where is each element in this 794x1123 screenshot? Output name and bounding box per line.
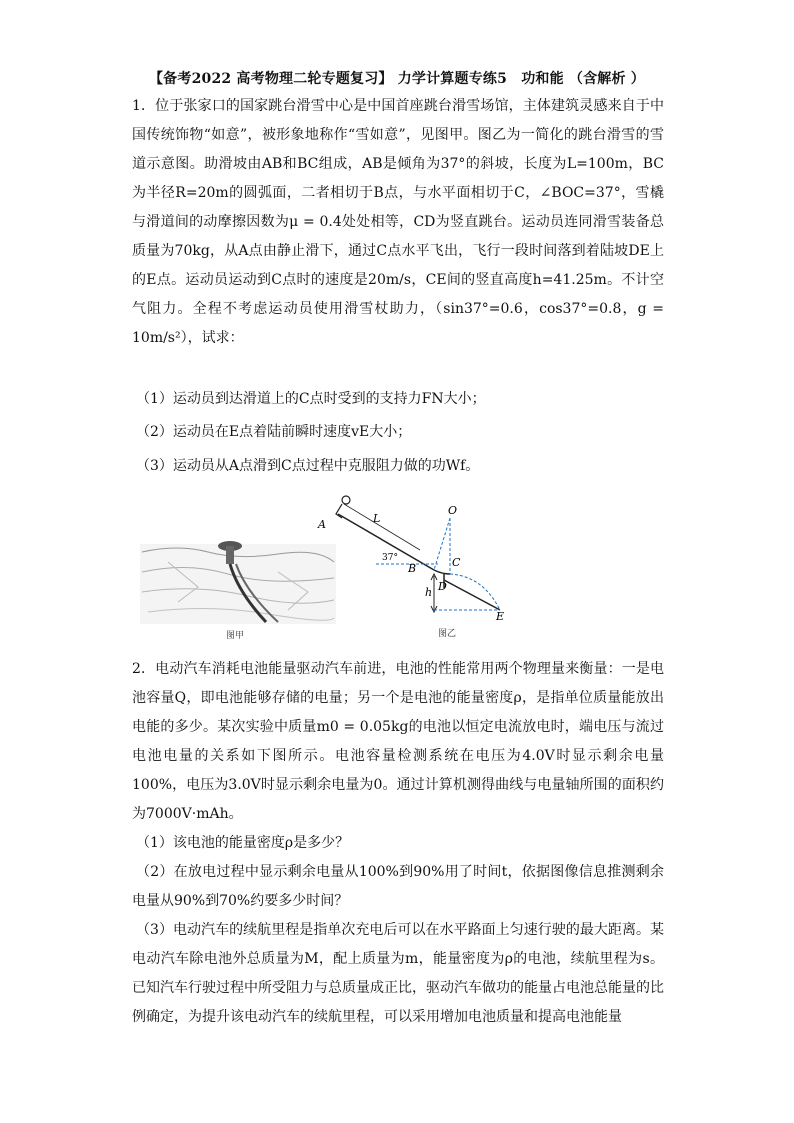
question-1-stem <box>132 92 664 353</box>
label-B: B <box>408 562 417 575</box>
figure-jia-caption: 图甲 <box>226 631 245 641</box>
question-2-sub-2: （2）在放电过程中显示剩余电量从100%到90%用了时间t，依据图像信息推测剩余电量从90%到70%约要多少时间？ <box>132 864 664 909</box>
page-title: 【备考2022 高考物理二轮专题复习】 力学计算题专练5 功和能 （含解析 ） <box>148 71 645 87</box>
label-h: h <box>425 586 433 599</box>
figure-yi-caption: 图乙 <box>438 629 457 639</box>
figure-yi-diagram <box>317 496 504 623</box>
question-2-stem: 2．电动汽车消耗电池能量驱动汽车前进，电池的性能常用两个物理量来衡量：一是电池容量Q，即电池能够存储的电量；另一个是电池的能量密度ρ，是指单位质量能放出电能的多少。某次实验中质量m0 = 0.05kg的电池以恒定电流放电时，端电压与流过电池电量的关系如下图所示。电池容量检测系统在电压为4.0V时显示剩余电量100%，电压为3.0V时显示剩余电量为0。通过计算机测得曲线与电量轴所围的面积约为7000V·mAh。 <box>132 661 664 822</box>
figures-svg <box>138 492 658 642</box>
question-2 <box>132 655 664 1032</box>
question-1-sub-1: （1）运动员到达滑道上的C点时受到的支持力FN大小； <box>136 391 486 407</box>
figure-jia-sketch <box>140 541 336 624</box>
question-1-sub-2: （2）运动员在E点着陆前瞬时速度vE大小； <box>136 424 412 440</box>
label-E: E <box>496 610 505 623</box>
label-L: L <box>373 512 381 525</box>
question-1-sub-3: （3）运动员从A点滑到C点过程中克服阻力做的功Wf。 <box>136 458 480 474</box>
label-angle: 37° <box>382 553 398 563</box>
label-O: O <box>448 504 458 517</box>
label-C: C <box>452 556 461 569</box>
question-1-text: 1．位于张家口的国家跳台滑雪中心是中国首座跳台滑雪场馆，主体建筑灵感来自于中国传统饰物“如意”，被形象地称作“雪如意”，见图甲。图乙为一简化的跳台滑雪的雪道示意图。助滑坡由AB和BC组成，AB是倾角为37°的斜坡，长度为L=100m，BC为半径R=20m的圆弧面，二者相切于B点，与水平面相切于C，∠BOC=37°，雪橇与滑道间的动摩擦因数为μ = 0.4处处相等，CD为竖直跳台。运动员连同滑雪装备总质量为70kg，从A点由静止滑下，通过C点水平飞出，飞行一段时间落到着陆坡DE上的E点。运动员运动到C点时的速度是20m/s，CE间的竖直高度h=41.25m。不计空气阻力。全程不考虑运动员使用滑雪杖助力，（sin37°=0.6，cos37°=0.8，g = 10m/s²），试求： <box>132 98 664 346</box>
question-2-sub-1: （1）该电池的能量密度ρ是多少？ <box>136 835 350 851</box>
question-1-figures <box>138 492 658 642</box>
label-D: D <box>438 580 447 593</box>
question-2-sub-3: （3）电动汽车的续航里程是指单次充电后可以在水平路面上匀速行驶的最大距离。某电动汽车除电池外总质量为M，配上质量为m，能量密度为ρ的电池，续航里程为s。已知汽车行驶过程中所受阻力与总质量成正比，驱动汽车做功的能量占电池总能量的比例确定，为提升该电动汽车的续航里程，可以采用增加电池质量和提高电池能量 <box>132 922 664 1025</box>
label-A: A <box>318 518 326 531</box>
